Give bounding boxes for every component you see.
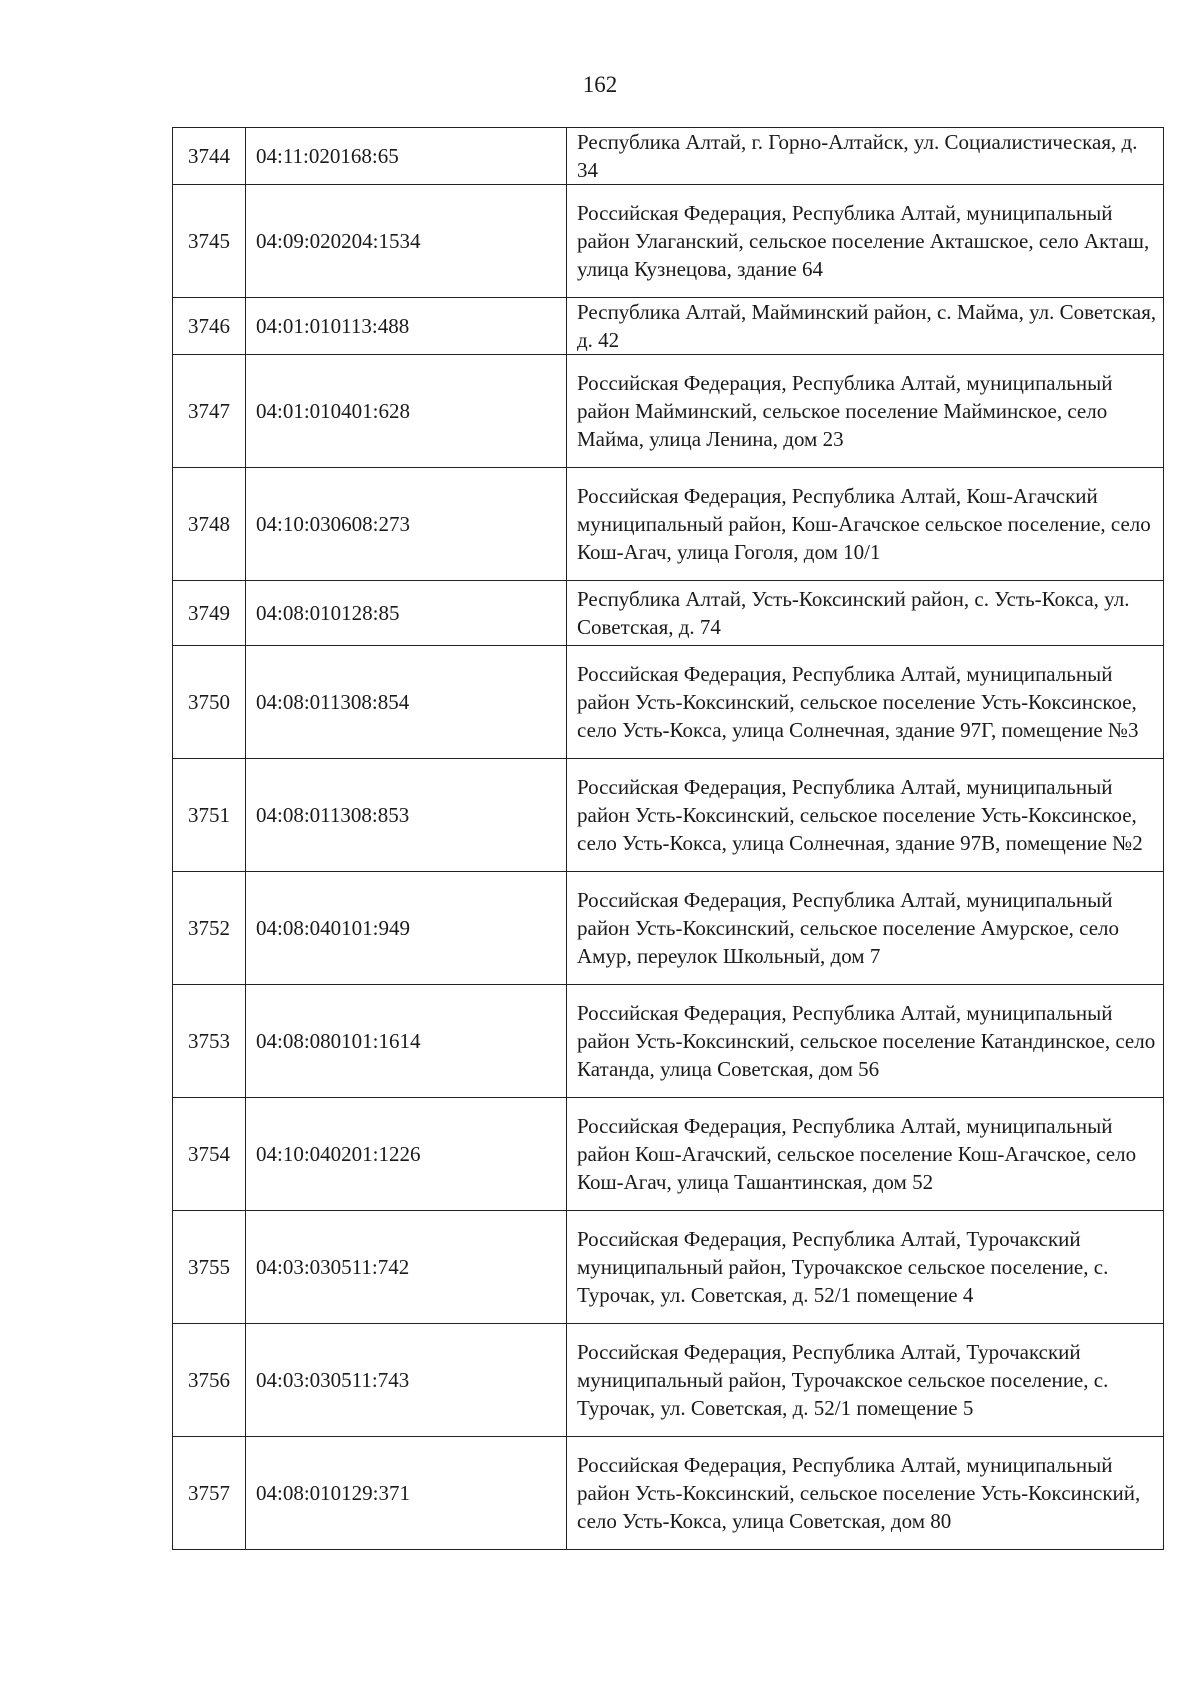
table-row: [173, 759, 1164, 872]
address: Российская Федерация, Республика Алтай, муниципальный район Майминский, сельское поселение Майминское, село Майма, улица Ленина, дом 23: [567, 355, 1164, 468]
row-number: 3748: [173, 468, 246, 581]
address: Российская Федерация, Республика Алтай, муниципальный район Кош-Агачский, сельское поселение Кош-Агачское, село Кош-Агач, улица Ташантинская, дом 52: [567, 1098, 1164, 1211]
address: Российская Федерация, Республика Алтай, муниципальный район Усть-Коксинский, сельское поселение Амурское, село Амур, переулок Школьный, дом 7: [567, 872, 1164, 985]
cadastral-number: 04:08:010129:371: [246, 1437, 567, 1550]
address: Республика Алтай, Майминский район, с. Майма, ул. Советская, д. 42: [567, 298, 1164, 355]
table-row: [173, 1098, 1164, 1211]
address: Российская Федерация, Республика Алтай, Турочакский муниципальный район, Турочакское сельское поселение, с. Турочак, ул. Советская, д. 52/1 помещение 5: [567, 1324, 1164, 1437]
table-row: [173, 128, 1164, 185]
address: Российская Федерация, Республика Алтай, муниципальный район Улаганский, сельское поселение Акташское, село Акташ, улица Кузнецова, здание 64: [567, 185, 1164, 298]
cadastral-number: 04:11:020168:65: [246, 128, 567, 185]
table-row: [173, 985, 1164, 1098]
address: Республика Алтай, г. Горно-Алтайск, ул. Социалистическая, д. 34: [567, 128, 1164, 185]
address: Российская Федерация, Республика Алтай, муниципальный район Усть-Коксинский, сельское поселение Катандинское, село Катанда, улица Советская, дом 56: [567, 985, 1164, 1098]
row-number: 3746: [173, 298, 246, 355]
address: Российская Федерация, Республика Алтай, муниципальный район Усть-Коксинский, сельское поселение Усть-Коксинское, село Усть-Кокса, улица Солнечная, здание 97В, помещение №2: [567, 759, 1164, 872]
row-number: 3753: [173, 985, 246, 1098]
cadastral-number: 04:03:030511:742: [246, 1211, 567, 1324]
address: Российская Федерация, Республика Алтай, Турочакский муниципальный район, Турочакское сельское поселение, с. Турочак, ул. Советская, д. 52/1 помещение 4: [567, 1211, 1164, 1324]
cadastral-number: 04:10:030608:273: [246, 468, 567, 581]
page-number: 162: [582, 72, 618, 97]
cadastral-number: 04:01:010401:628: [246, 355, 567, 468]
cadastral-number: 04:08:011308:853: [246, 759, 567, 872]
cadastral-number: 04:08:010128:85: [246, 581, 567, 646]
table-row: [173, 872, 1164, 985]
row-number: 3745: [173, 185, 246, 298]
table-row: [173, 185, 1164, 298]
row-number: 3755: [173, 1211, 246, 1324]
table-row: [173, 298, 1164, 355]
address: Республика Алтай, Усть-Коксинский район, с. Усть-Кокса, ул. Советская, д. 74: [567, 581, 1164, 646]
row-number: 3750: [173, 646, 246, 759]
cadastral-number: 04:09:020204:1534: [246, 185, 567, 298]
cadastral-number: 04:08:011308:854: [246, 646, 567, 759]
cadastral-number: 04:08:080101:1614: [246, 985, 567, 1098]
table-row: [173, 581, 1164, 646]
cadastral-number: 04:08:040101:949: [246, 872, 567, 985]
row-number: 3751: [173, 759, 246, 872]
address: Российская Федерация, Республика Алтай, муниципальный район Усть-Коксинский, сельское поселение Усть-Коксинское, село Усть-Кокса, улица Солнечная, здание 97Г, помещение №3: [567, 646, 1164, 759]
row-number: 3757: [173, 1437, 246, 1550]
cadastral-number: 04:03:030511:743: [246, 1324, 567, 1437]
row-number: 3744: [173, 128, 246, 185]
table-row: [173, 646, 1164, 759]
property-table: [172, 127, 1164, 1550]
row-number: 3754: [173, 1098, 246, 1211]
table-row: [173, 355, 1164, 468]
row-number: 3747: [173, 355, 246, 468]
table-row: [173, 1211, 1164, 1324]
cadastral-number: 04:01:010113:488: [246, 298, 567, 355]
row-number: 3749: [173, 581, 246, 646]
table-row: [173, 1437, 1164, 1550]
table-row: [173, 1324, 1164, 1437]
table-row: [173, 468, 1164, 581]
cadastral-number: 04:10:040201:1226: [246, 1098, 567, 1211]
address: Российская Федерация, Республика Алтай, Кош-Агачский муниципальный район, Кош-Агачское сельское поселение, село Кош-Агач, улица Гоголя, дом 10/1: [567, 468, 1164, 581]
row-number: 3752: [173, 872, 246, 985]
row-number: 3756: [173, 1324, 246, 1437]
address: Российская Федерация, Республика Алтай, муниципальный район Усть-Коксинский, сельское поселение Усть-Коксинский, село Усть-Кокса, улица Советская, дом 80: [567, 1437, 1164, 1550]
